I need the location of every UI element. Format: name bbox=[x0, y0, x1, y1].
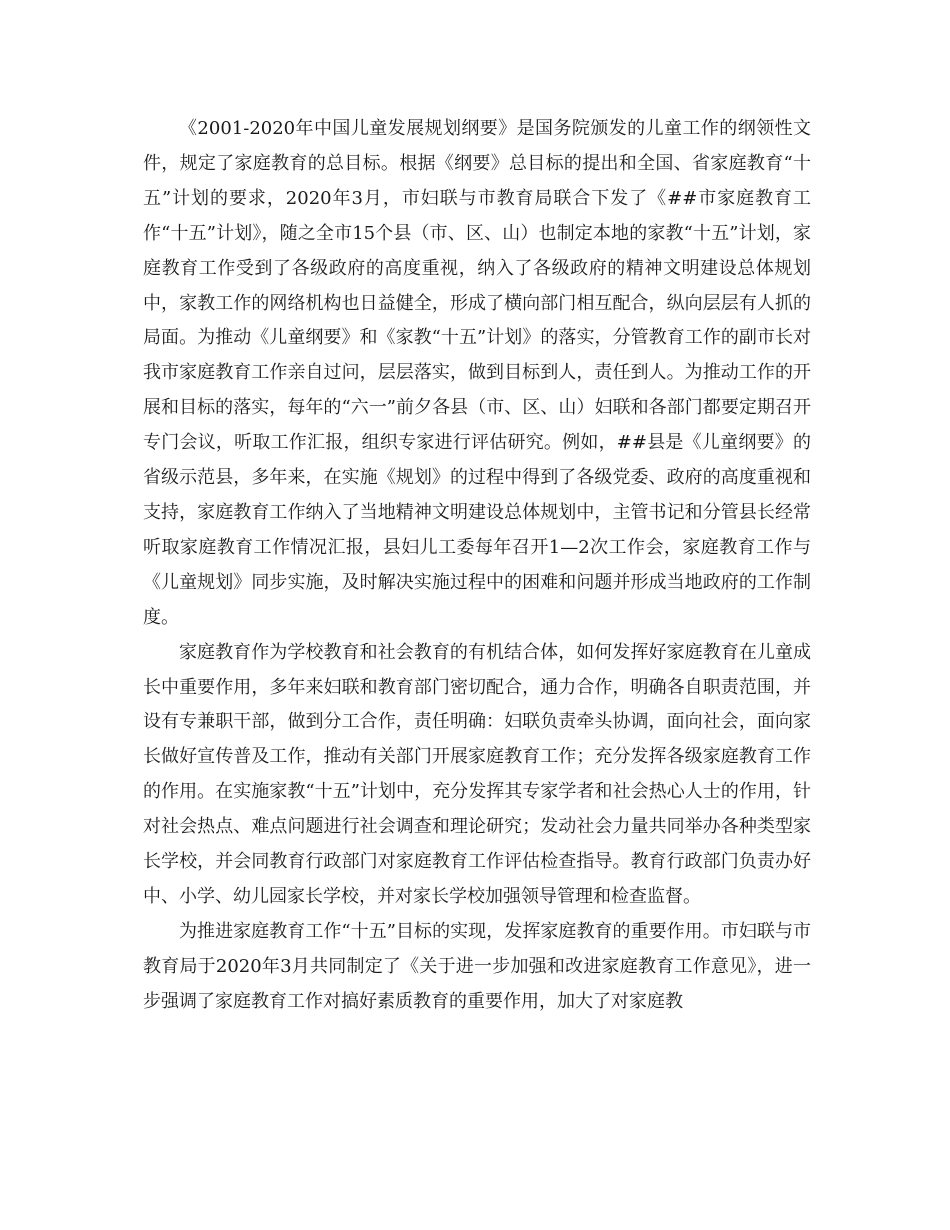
paragraph-1: 《2001-2020年中国儿童发展规划纲要》是国务院颁发的儿童工作的纲领性文件，规定了家庭教育的总目标。根据《纲要》总目标的提出和全国、省家庭教育“十五”计划的要求，2020年3月，市妇联与市教育局联合下发了《##市家庭教育工作“十五”计划》，随之全市15个县（市、区、山）也制定本地的家教“十五”计划，家庭教育工作受到了各级政府的高度重视，纳入了各级政府的精神文明建设总体规划中，家教工作的网络机构也日益健全，形成了横向部门相互配合，纵向层层有人抓的局面。为推动《儿童纲要》和《家教“十五”计划》的落实，分管教育工作的副市长对我市家庭教育工作亲自过问，层层落实，做到目标到人，责任到人。为推动工作的开展和目标的落实，每年的“六一”前夕各县（市、区、山）妇联和各部门都要定期召开专门会议，听取工作汇报，组织专家进行评估研究。例如，##县是《儿童纲要》的省级示范县，多年来，在实施《规划》的过程中得到了各级党委、政府的高度重视和支持，家庭教育工作纳入了当地精神文明建设总体规划中，主管书记和分管县长经常听取家庭教育工作情况汇报，县妇儿工委每年召开1—2次工作会，家庭教育工作与《儿童规划》同步实施，及时解决实施过程中的困难和问题并形成当地政府的工作制度。 bbox=[143, 118, 811, 628]
document-body bbox=[143, 112, 811, 1020]
paragraph-3: 为推进家庭教育工作“十五”目标的实现，发挥家庭教育的重要作用。市妇联与市教育局于2020年3月共同制定了《关于进一步加强和改进家庭教育工作意见》，进一步强调了家庭教育工作对搞好素质教育的重要作用，加大了对家庭教 bbox=[143, 920, 811, 1012]
paragraph-2: 家庭教育作为学校教育和社会教育的有机结合体，如何发挥好家庭教育在儿童成长中重要作用，多年来妇联和教育部门密切配合，通力合作，明确各自职责范围，并设有专兼职干部，做到分工合作，责任明确：妇联负责牵头协调，面向社会，面向家长做好宣传普及工作，推动有关部门开展家庭教育工作；充分发挥各级家庭教育工作的作用。在实施家教“十五”计划中，充分发挥其专家学者和社会热心人士的作用，针对社会热点、难点问题进行社会调查和理论研究；发动社会力量共同举办各种类型家长学校，并会同教育行政部门对家庭教育工作评估检查指导。教育行政部门负责办好中、小学、幼儿园家长学校，并对家长学校加强领导管理和检查监督。 bbox=[143, 641, 811, 907]
